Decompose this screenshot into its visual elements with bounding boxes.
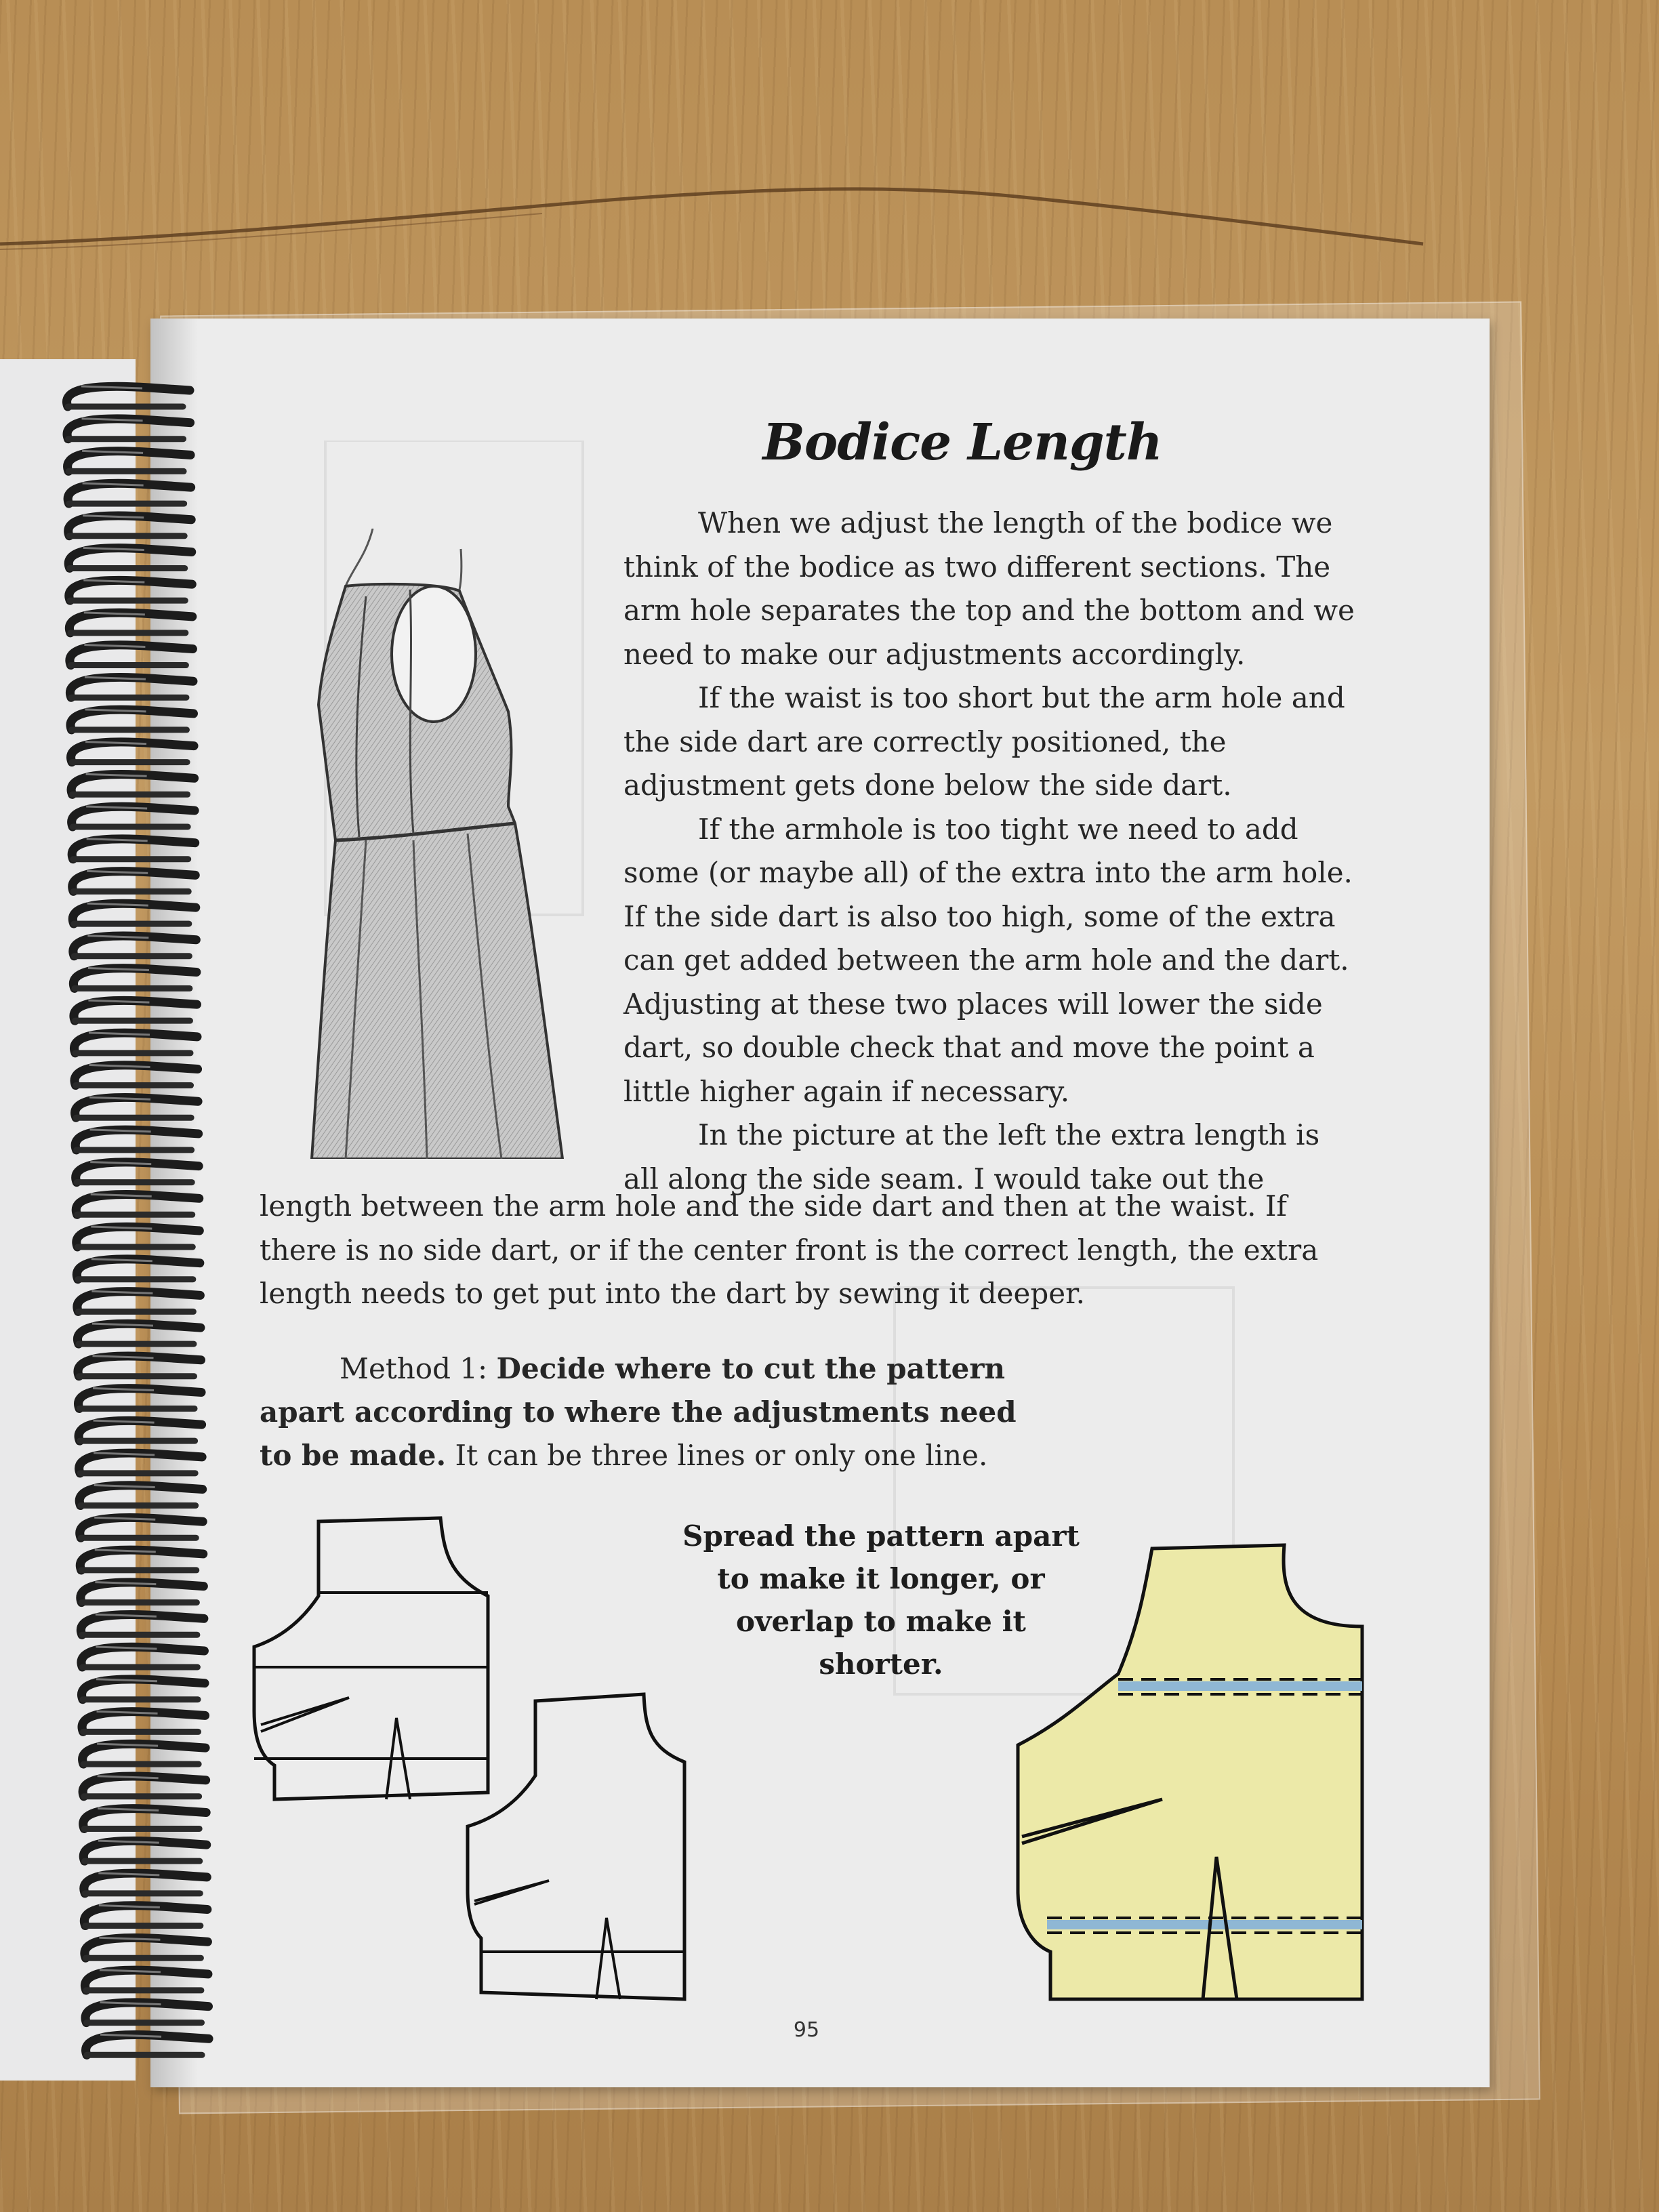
binding-coil (75, 1130, 199, 1150)
binding-coil (73, 968, 197, 988)
binding-coil (69, 613, 192, 633)
binding-coil (73, 936, 197, 956)
binding-coil (70, 677, 193, 697)
binding-coil (73, 871, 196, 891)
binding-coil (71, 742, 194, 762)
paragraph-1: When we adjust the length of the bodice we think of the bodice as two different sections. The arm hole separates the top and the bottom and we need to make our adjustments accordingly. (623, 506, 1355, 671)
binding-coil (70, 645, 193, 665)
binding-coil (79, 1420, 202, 1441)
binding-coil (86, 2034, 209, 2055)
body-column (623, 501, 1355, 1201)
page-title: Bodice Length (762, 413, 1162, 472)
binding-coil (70, 710, 194, 730)
method-prefix: Method 1: (340, 1352, 497, 1385)
binding-coil (76, 1162, 199, 1183)
binding-coil (73, 903, 195, 924)
binding-coil (84, 1906, 207, 1926)
paragraph-4-line-1: In the picture at the left the extra length is (698, 1118, 1320, 1151)
method-suffix: It can be three lines or only one line. (446, 1439, 988, 1472)
paragraph-2: If the waist is too short but the arm hole and the side dart are correctly positioned, the adjustment gets done below the side dart. (623, 681, 1345, 802)
method-instruction: Decide where to cut the pattern apart according to where the adjustments need to be made. (260, 1352, 1017, 1472)
binding-coil (77, 1291, 201, 1311)
binding-coil (79, 1453, 203, 1473)
binding-coil (71, 774, 194, 794)
paragraph-4-line-2: all along the side seam. I would take out the (623, 1162, 1265, 1195)
bodice-pattern-icon (461, 1687, 698, 2006)
binding-coil (78, 1356, 201, 1376)
binding-coil (68, 451, 191, 471)
binding-coil (74, 1000, 197, 1021)
binding-coil (67, 419, 190, 439)
binding-coil (77, 1227, 199, 1247)
table-crack (0, 169, 1659, 278)
dress-sketch-icon (305, 529, 610, 1159)
paragraph-4-continuation: length between the arm hole and the side dart and then at the waist. If there is no side dart, or if the center front is the correct length, the extra length needs to get put into the dart by sewing it deeper. (260, 1189, 1319, 1310)
binding-coil (75, 1033, 198, 1053)
binding-coil (80, 1517, 203, 1538)
paragraph-3: If the armhole is too tight we need to add some (or maybe all) of the extra into the arm hole. If the side dart is also too high, some of the extra can get added between the arm hole and the dart. Adjusting at these two places will lower the side dart, so double check that and move the point a little higher again if necessary. (623, 812, 1353, 1108)
binding-coil (82, 1711, 205, 1732)
binding-coil (77, 1259, 200, 1279)
binding-coil (85, 1970, 208, 1990)
binding-coil (67, 386, 190, 407)
binding-coil (72, 806, 195, 827)
binding-coil (85, 1938, 208, 1958)
binding-coil (85, 2003, 209, 2023)
bodice-pattern-icon (244, 1508, 495, 1820)
binding-coil (81, 1614, 204, 1635)
binding-coil (79, 1486, 203, 1506)
binding-coil (79, 1388, 201, 1408)
binding-coil (84, 1873, 207, 1893)
binding-coil (75, 1097, 199, 1118)
binding-coil (80, 1550, 203, 1570)
binding-coil (83, 1744, 206, 1764)
binding-coil (83, 1776, 206, 1797)
binding-coil (83, 1808, 207, 1828)
binding-coil (72, 839, 195, 859)
binding-coil (81, 1647, 205, 1667)
binding-coil (83, 1841, 207, 1861)
binding-coil (75, 1065, 197, 1086)
binding-coil (68, 548, 192, 568)
paragraph-4-rest (260, 1185, 1351, 1316)
binding-coil (68, 516, 192, 536)
bodice-pattern-icon (1010, 1538, 1376, 2013)
spread-caption: Spread the pattern apart to make it longer, or overlap to make it shorter. (682, 1519, 1080, 1681)
binding-coil (81, 1582, 204, 1603)
binding-coil (77, 1324, 201, 1344)
spiral-binding (41, 380, 217, 2060)
page-number: 95 (793, 2018, 820, 2042)
binding-coil (76, 1194, 199, 1214)
binding-coil (69, 580, 192, 600)
method-1-text (260, 1347, 1046, 1477)
binding-coil (68, 483, 191, 504)
binding-coil (82, 1679, 205, 1700)
